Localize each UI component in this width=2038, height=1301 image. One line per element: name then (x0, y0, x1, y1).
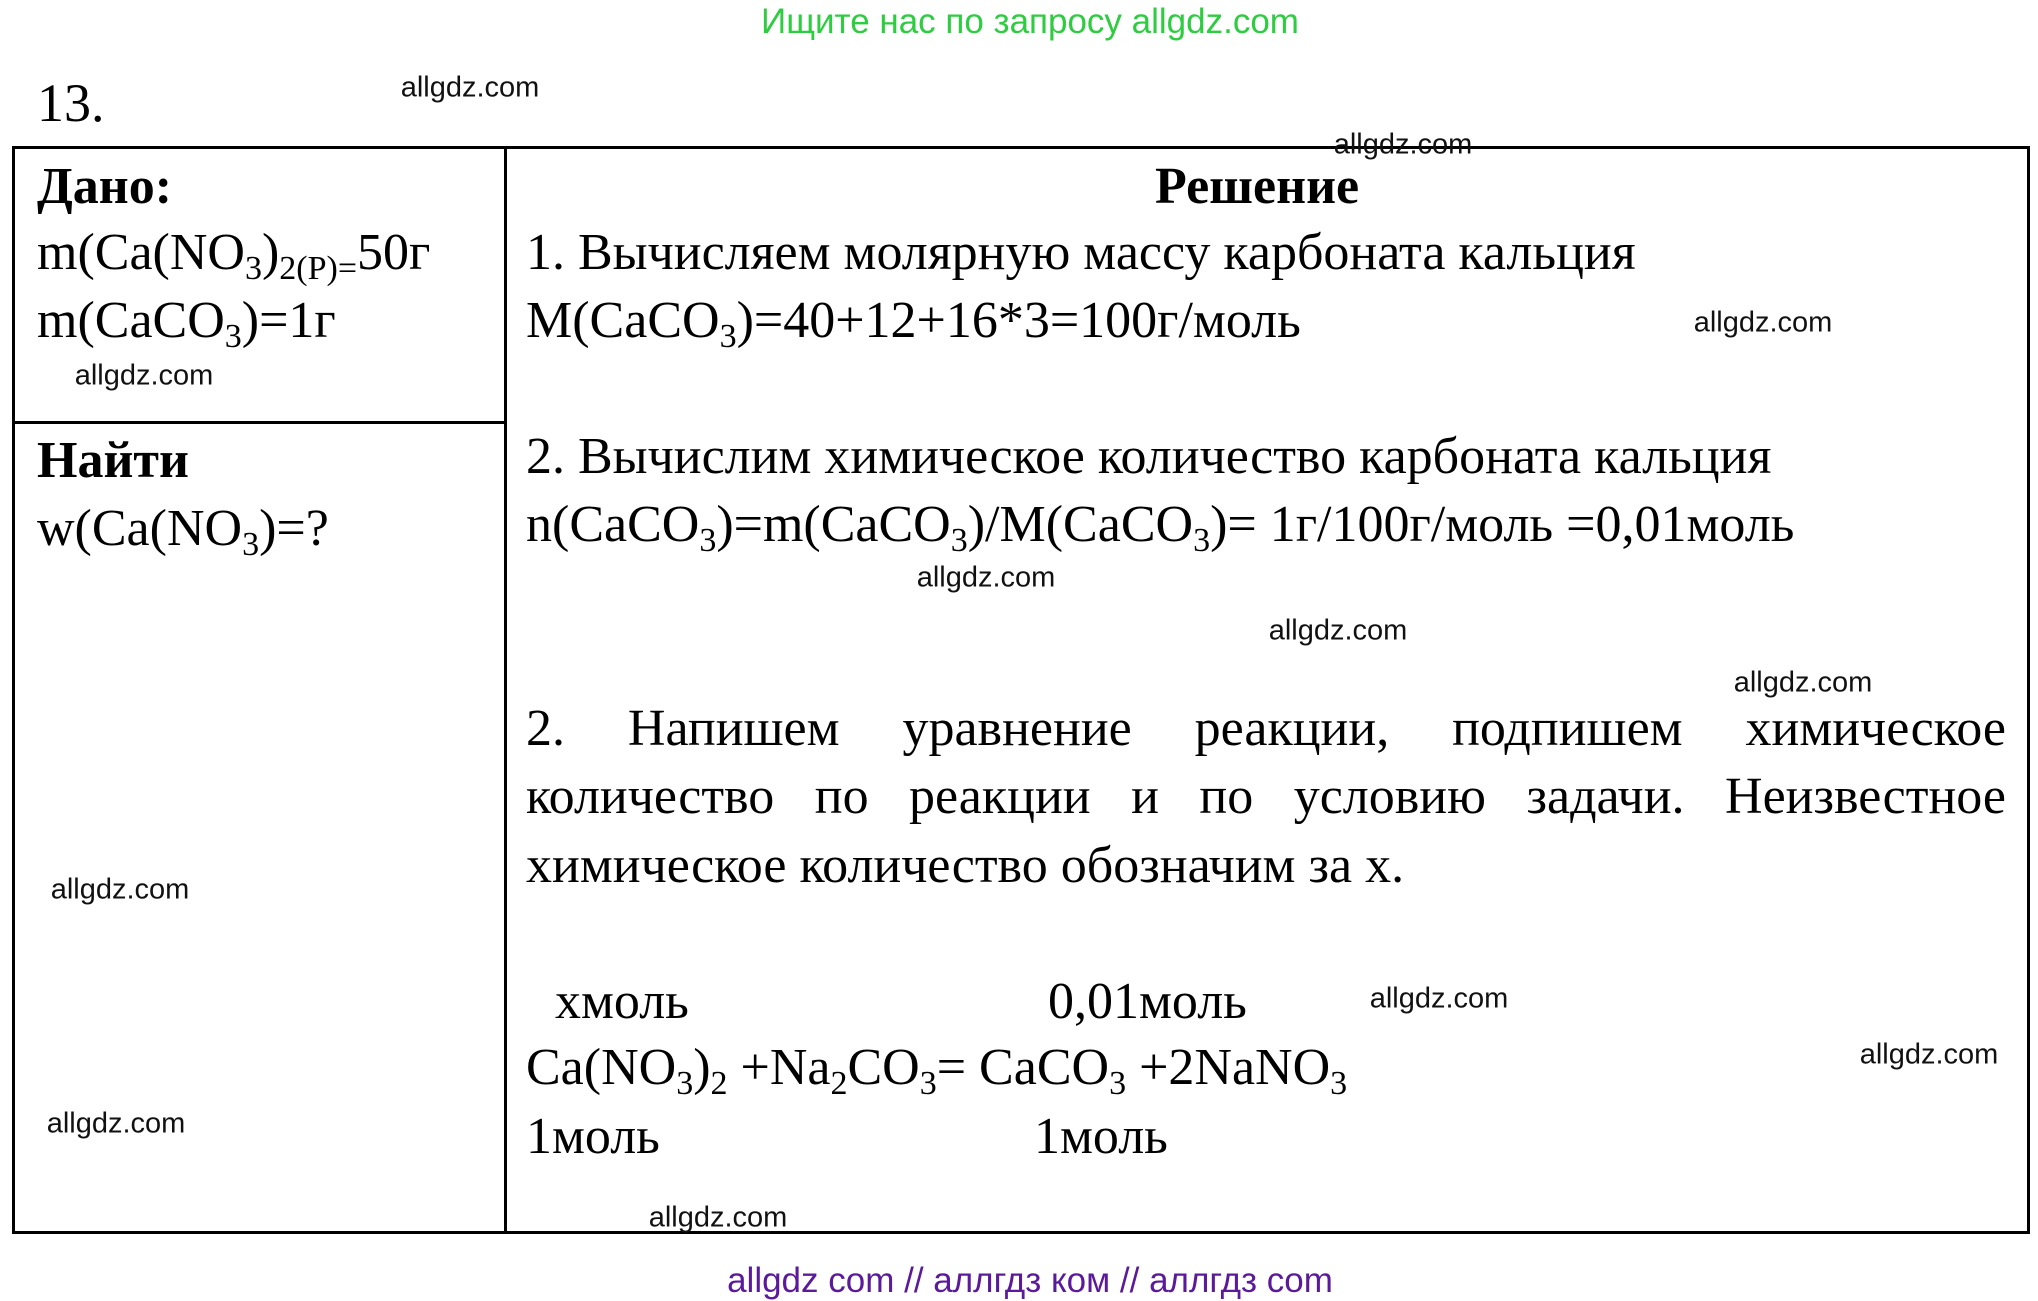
text-segment: = CaCO (936, 1039, 1110, 1096)
text-segment: )=1г (241, 292, 336, 349)
step1-line (526, 291, 1301, 355)
subscript: 3 (224, 318, 242, 355)
task-number: 13. (37, 73, 105, 133)
watermark: allgdz.com (1733, 666, 1873, 699)
watermark: allgdz.com (1268, 614, 1408, 647)
text-segment: n(CaCO (526, 496, 700, 553)
watermark: allgdz.com (916, 561, 1056, 594)
text-segment: 50г (357, 224, 431, 281)
text-segment: )=m(CaCO (716, 496, 951, 553)
watermark: allgdz.com (1693, 306, 1833, 339)
subscript: 3 (1330, 1065, 1348, 1102)
equation-below-left: 1моль (526, 1108, 660, 1165)
find-heading: Найти (37, 432, 189, 489)
equation-below-right: 1моль (1034, 1108, 1168, 1165)
watermark: allgdz.com (1333, 128, 1473, 161)
text-segment: M(CaCO (526, 292, 720, 349)
subscript: 3 (244, 250, 262, 287)
watermark: allgdz.com (74, 359, 214, 392)
given-heading: Дано: (37, 158, 173, 215)
watermark: allgdz.com (400, 71, 540, 104)
find-line (37, 499, 329, 563)
text-segment: ) (261, 224, 280, 281)
equation-above-left: хмоль (555, 973, 689, 1030)
given-line (37, 291, 336, 355)
text-segment: 2. Вычислим химическое количество карбоната кальция (526, 428, 1772, 485)
subscript: 3 (1193, 522, 1211, 559)
text-segment: Ca(NO (526, 1039, 677, 1096)
watermark: allgdz.com (1859, 1038, 1999, 1071)
text-segment: w(Ca(NO (37, 500, 243, 557)
step2-line (526, 495, 1795, 559)
text-segment: ) (693, 1039, 711, 1096)
subscript: 2(P)= (279, 250, 358, 287)
solution-heading: Решение (1155, 158, 1360, 215)
step3-line: химическое количество обозначим за x. (526, 837, 1405, 894)
subscript: 3 (719, 318, 737, 355)
text-segment: )/M(CaCO (967, 496, 1194, 553)
text-segment: +2NaNO (1126, 1039, 1331, 1096)
watermark: allgdz.com (50, 873, 190, 906)
step2-line (526, 427, 1771, 487)
watermark: allgdz.com (1369, 982, 1509, 1015)
subscript: 3 (1109, 1065, 1127, 1102)
text-segment: 1. Вычисляем молярную массу карбоната кальция (526, 224, 1636, 281)
row-divider (15, 421, 504, 424)
text-segment: )=? (259, 500, 329, 557)
subscript: 3 (699, 522, 717, 559)
watermark: allgdz.com (648, 1201, 788, 1234)
text-segment: )=40+12+16*3=100г/моль (736, 292, 1301, 349)
subscript: 3 (242, 526, 260, 563)
equation-above-right: 0,01моль (1048, 973, 1247, 1030)
text-segment: )= 1г/100г/моль =0,01моль (1210, 496, 1795, 553)
step1-line (526, 223, 1636, 283)
subscript: 2 (830, 1065, 848, 1102)
equation-formula (526, 1038, 1348, 1102)
subscript: 3 (919, 1065, 937, 1102)
search-banner: Ищите нас по запросу allgdz.com (761, 2, 1299, 41)
subscript: 3 (676, 1065, 694, 1102)
subscript: 3 (950, 522, 968, 559)
watermark: allgdz.com (46, 1107, 186, 1140)
subscript: 2 (710, 1065, 728, 1102)
text-segment: m(Ca(NO (37, 224, 245, 281)
text-segment: m(CaCO (37, 292, 225, 349)
text-segment: CO (847, 1039, 920, 1096)
text-segment: +Na (727, 1039, 831, 1096)
given-line (37, 223, 431, 287)
footer-banner: allgdz com // аллгдз ком // аллгдз com (727, 1261, 1333, 1300)
step3-line: 2. Напишем уравнение реакции, подпишем химическое (526, 700, 2006, 757)
step3-line: количество по реакции и по условию задачи. Неизвестное (526, 768, 2006, 825)
column-divider (504, 149, 507, 1231)
